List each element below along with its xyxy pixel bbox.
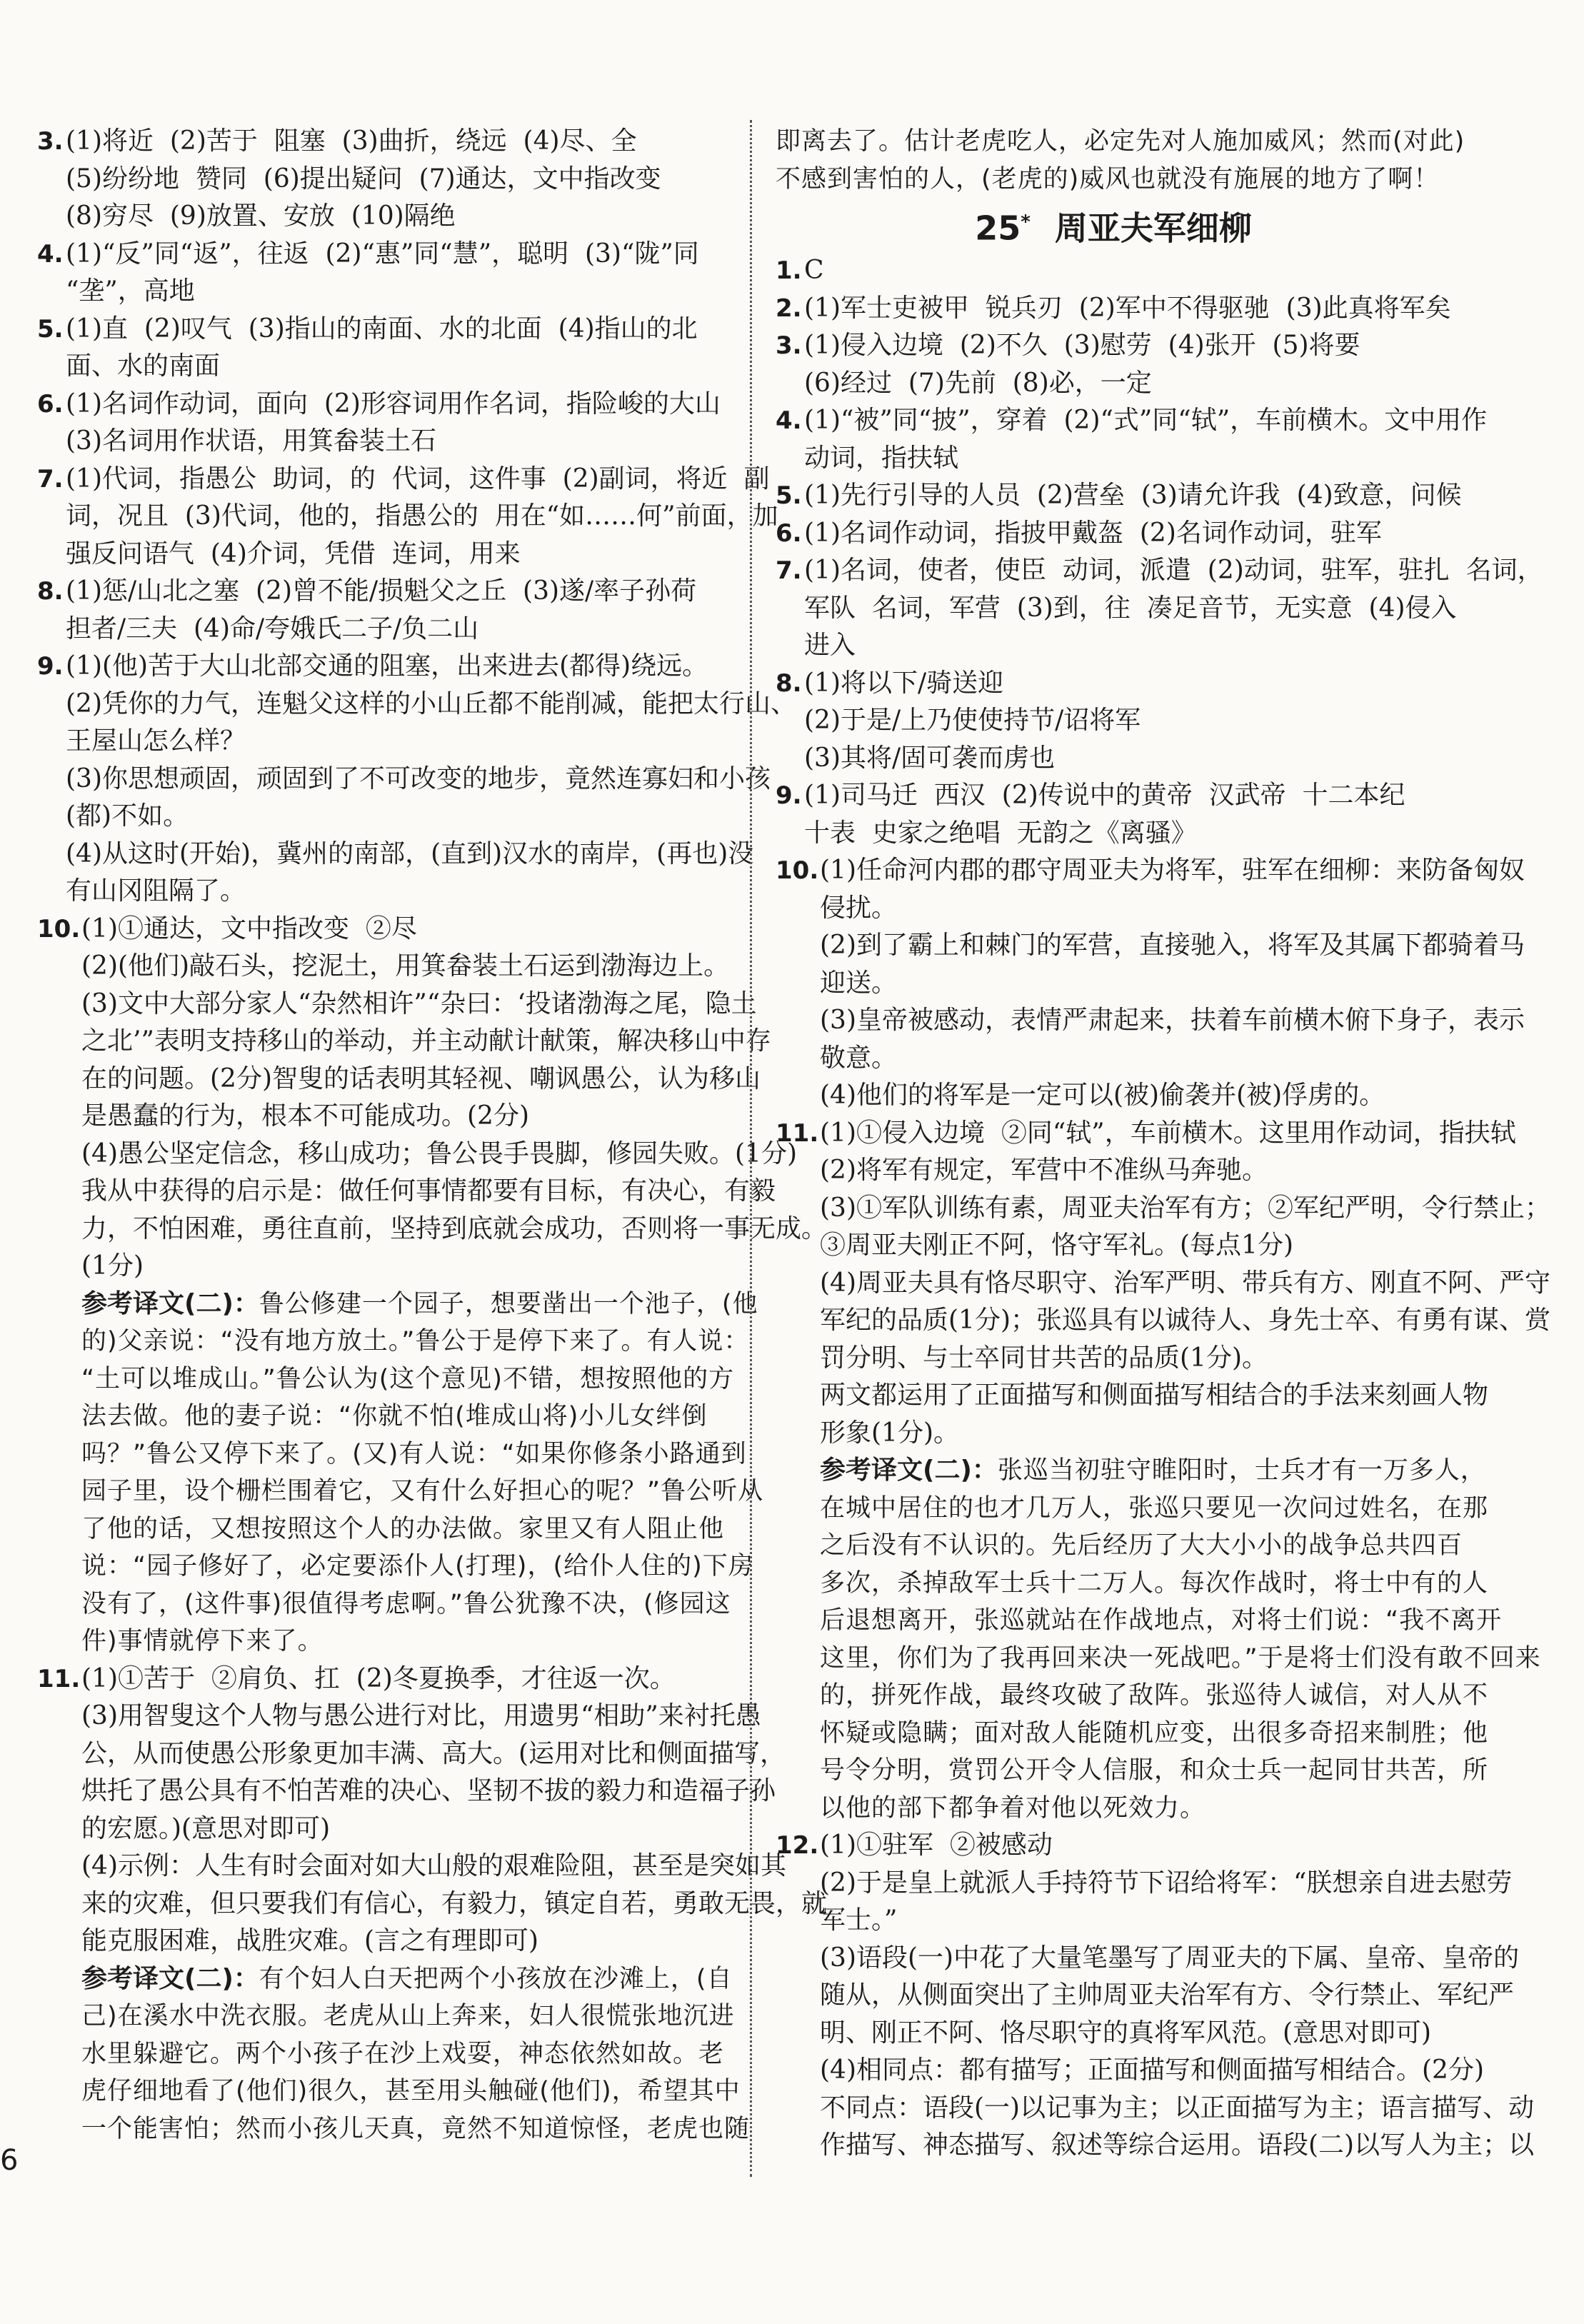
answer-line: 吗？”鲁公又停下来了。(又)有人说：“如果你修条小路通到 <box>81 1439 747 1468</box>
answer-line: (1)将近 (2)苦于 阻塞 (3)曲折，绕远 (4)尽、全 <box>66 126 637 156</box>
answer-line: (3)名词用作状语，用箕畚装土石 <box>66 426 436 456</box>
answer-line: (4)从这时(开始)，冀州的南部，(直到)汉水的南岸，(再也)没 <box>66 838 754 868</box>
right-answers <box>776 252 1550 2165</box>
question-number: 11. <box>37 1664 81 1693</box>
question-number: 7. <box>37 464 64 494</box>
answer-item <box>37 461 778 574</box>
reference-translation-label: 参考译文(二)： <box>81 1288 259 1318</box>
answer-line: 我从中获得的启示是：做任何事情都要有目标，有决心，有毅 <box>81 1176 776 1206</box>
answer-line: 在城中居住的也才几万人，张巡只要见一次问过姓名，在那 <box>820 1493 1489 1523</box>
answer-line: 形象(1分)。 <box>820 1418 959 1448</box>
answer-line: 这里，你们为了我再回来决一死战吧。”于是将士们没有敢不回来 <box>820 1643 1541 1673</box>
answer-line: (3)你思想顽固，顽固到了不可改变的地步，竟然连寡妇和小孩 <box>66 763 771 793</box>
answer-line: ③周亚夫刚正不阿，恪守军礼。(每点1分) <box>820 1231 1293 1261</box>
answer-line: (3)文中大部分家人“杂然相许”“杂曰：‘投诸渤海之尾，隐土 <box>81 988 757 1018</box>
answer-line: (5)纷纷地 赞同 (6)提出疑问 (7)通达，文中指改变 <box>66 164 661 194</box>
question-number: 8. <box>776 668 802 698</box>
answer-line: 动词，指扶轼 <box>804 443 959 473</box>
answer-line: (8)穷尽 (9)放置、安放 (10)隔绝 <box>66 201 456 231</box>
question-number: 11. <box>776 1118 819 1148</box>
answer-line: (3)①军队训练有素，周亚夫治军有方；②军纪严明，令行禁止； <box>820 1193 1550 1223</box>
answer-line: 军队 名词，军营 (3)到，往 凑足音节，无实意 (4)侵入 <box>804 593 1457 623</box>
answer-line: 怀疑或隐瞒；面对敌人能随机应变，出很多奇招来制胜；他 <box>820 1718 1489 1748</box>
answer-line: (4)周亚夫具有恪尽职守、治军严明、带兵有方、刚直不阿、严守 <box>820 1268 1550 1298</box>
answer-line: 的宏愿。)(意思对即可) <box>81 1813 331 1843</box>
answer-line: (4)愚公坚定信念，移山成功；鲁公畏手畏脚，修园失败。(1分) <box>81 1138 797 1168</box>
answer-line: 军纪的品质(1分)；张巡具有以诚待人、身先士卒、有勇有谋、赏 <box>820 1306 1550 1336</box>
answer-line: (2)凭你的力气，连魁父这样的小山丘都不能削减，能把太行山、 <box>66 688 796 718</box>
answer-line: 了他的话，又想按照这个人的办法做。家里又有人阻止他 <box>81 1514 725 1543</box>
answer-item <box>776 477 1462 515</box>
answer-item <box>776 777 1451 852</box>
answer-item <box>37 123 728 236</box>
answer-line: 己)在溪水中洗衣服。老虎从山上奔来，妇人很慌张地沉进 <box>81 2002 735 2030</box>
answer-item <box>776 327 1451 402</box>
answer-item <box>37 648 796 911</box>
answer-line: 随从，从侧面突出了主帅周亚夫治军有方、令行禁止、军纪严 <box>820 1980 1515 2010</box>
answer-line: (1)先行引导的人员 (2)营垒 (3)请允许我 (4)致意，问候 <box>804 481 1462 511</box>
answer-line: 园子里，设个栅栏围着它，又有什么好担心的呢？”鲁公听从 <box>81 1477 764 1506</box>
answer-line: (1)名词，使者，使臣 动词，派遣 (2)动词，驻军，驻扎 名词， <box>804 556 1543 586</box>
reference-translation-line <box>820 1452 1486 1490</box>
answer-item <box>776 290 1451 328</box>
column-divider <box>750 120 752 2177</box>
answer-line: 两文都运用了正面描写和侧面描写相结合的手法来刻画人物 <box>820 1381 1489 1411</box>
answer-line: 军士。” <box>820 1905 898 1935</box>
reference-translation-line <box>81 1286 758 1323</box>
answer-line: (3)用智叟这个人物与愚公进行对比，用遗男“相助”来衬托愚 <box>81 1701 761 1731</box>
answer-line: (2)将军有规定，军营中不准纵马奔驰。 <box>820 1156 1268 1186</box>
question-number: 3. <box>37 127 64 156</box>
translation-continuation <box>776 123 1465 198</box>
question-number: 4. <box>776 406 802 436</box>
question-number: 2. <box>776 294 802 323</box>
answer-item <box>37 911 828 1661</box>
answer-line: (1)任命河内郡的郡守周亚夫为将军，驻军在细柳：来防备匈奴 <box>820 856 1525 886</box>
answer-line: (3)皇帝被感动，表情严肃起来，扶着车前横木俯下身子，表示 <box>820 1006 1525 1036</box>
answer-item <box>776 552 1543 665</box>
answer-line: 是愚蠢的行为，根本不可能成功。(2分) <box>81 1101 529 1131</box>
answer-line: 水里躲避它。两个小孩子在沙上戏耍，神态依然如故。老 <box>81 2039 725 2068</box>
answer-line: (1)“被”同“披”，穿着 (2)“式”同“轼”，车前横木。文中用作 <box>804 406 1488 436</box>
answer-line: 以他的部下都争着对他以死效力。 <box>820 1793 1206 1823</box>
answer-line: 王屋山怎么样？ <box>66 726 246 756</box>
answer-line: 多次，杀掉敌军士兵十二万人。每次作战时，将士中有的人 <box>820 1568 1489 1598</box>
question-number: 1. <box>776 256 802 286</box>
reference-translation-label: 参考译文(二)： <box>820 1456 998 1486</box>
answer-line: (1)①苦于 ②肩负、扛 (2)冬夏换季，才往返一次。 <box>81 1663 676 1693</box>
question-number: 9. <box>776 781 802 811</box>
reference-translation-text: 鲁公修建一个园子，想要凿出一个池子，(他 <box>259 1289 758 1318</box>
question-number: 5. <box>776 481 802 511</box>
answer-line: 能克服困难，战胜灾难。(言之有理即可) <box>81 1926 539 1955</box>
answer-line: (1)司马迁 西汉 (2)传说中的黄帝 汉武帝 十二本纪 <box>804 781 1405 811</box>
answer-line: 敬意。 <box>820 1043 898 1073</box>
answer-line: (6)经过 (7)先前 (8)必，一定 <box>804 368 1152 398</box>
answer-line: (4)他们的将军是一定可以(被)偷袭并(被)俘虏的。 <box>820 1081 1385 1111</box>
answer-line: 之北’”表明支持移山的举动，并主动献计献策，解决移山中存 <box>81 1026 771 1056</box>
answer-line: 没有了，(这件事)很值得考虑啊。”鲁公犹豫不决，(修园这 <box>81 1589 731 1618</box>
answer-line: 公，从而使愚公形象更加丰满、高大。(运用对比和侧面描写， <box>81 1738 786 1768</box>
answer-line: 虎仔细地看了(他们)很久，甚至用头触碰(他们)，希望其中 <box>81 2077 741 2105</box>
answer-line: 一个能害怕；然而小孩儿天真，竟然不知道惊怪，老虎也随 <box>81 2114 751 2143</box>
answer-item <box>37 311 728 386</box>
answer-item <box>776 402 1488 477</box>
answer-line: (1)代词，指愚公 助词，的 代词，这件事 (2)副词，将近 副 <box>66 464 770 494</box>
answer-line: 力，不怕困难，勇往直前，坚持到底就会成功，否则将一事无成。 <box>81 1213 828 1243</box>
answer-line: (1)①侵入边境 ②同“轼”，车前横木。这里用作动词，指扶轼 <box>820 1118 1516 1148</box>
question-number: 7. <box>776 556 802 586</box>
answer-line: (2)到了霸上和棘门的军营，直接驰入，将军及其属下都骑着马 <box>820 931 1525 961</box>
lesson-number: 25 <box>975 209 1021 248</box>
answer-item <box>776 1115 1550 1828</box>
question-number: 4. <box>37 239 64 269</box>
answer-line: 明、刚正不阿、恪尽职守的真将军风范。(意思对即可) <box>820 2018 1432 2048</box>
question-number: 9. <box>37 652 64 681</box>
answer-line: 侵扰。 <box>820 893 898 923</box>
answer-line: (3)其将/固可袭而虏也 <box>804 743 1056 773</box>
lesson-title: 周亚夫军细柳 <box>1054 209 1252 248</box>
answer-line: 的，拼死作战，最终攻破了敌阵。张巡待人诚信，对人从不 <box>820 1681 1489 1711</box>
answer-line: 面、水的南面 <box>66 351 221 381</box>
lesson-mark: * <box>1021 211 1031 233</box>
question-number: 5. <box>37 314 64 344</box>
answer-line: 之后没有不认识的。先后经历了大大小小的战争总共四百 <box>820 1531 1463 1561</box>
question-number: 12. <box>776 1831 819 1860</box>
answer-item <box>776 515 1451 553</box>
answer-line: 烘托了愚公具有不怕苦难的决心、坚韧不拔的毅力和造福子孙 <box>81 1776 776 1805</box>
answer-line: 的)父亲说：“没有地方放土。”鲁公于是停下来了。有人说： <box>81 1327 750 1356</box>
answer-line: 词，况且 (3)代词，他的，指愚公的 用在“如……何”前面，加 <box>66 501 778 531</box>
answer-line: 说：“园子修好了，必定要添仆人(打理)，(给仆人住的)下房 <box>81 1552 754 1581</box>
answer-line: (3)语段(一)中花了大量笔墨写了周亚夫的下属、皇帝、皇帝的 <box>820 1943 1520 1973</box>
answer-line: (1)侵入边境 (2)不久 (3)慰劳 (4)张开 (5)将要 <box>804 331 1360 361</box>
answer-item <box>776 852 1525 1115</box>
answer-line: 十表 史家之绝唱 无韵之《离骚》 <box>804 818 1197 848</box>
answer-line: 罚分明、与士卒同甘共苦的品质(1分)。 <box>820 1343 1268 1373</box>
answer-item <box>776 665 1451 778</box>
lesson-heading <box>776 198 1451 252</box>
answer-line: (1)“反”同“返”，往返 (2)“惠”同“慧”，聪明 (3)“陇”同 <box>66 239 699 269</box>
right-column <box>776 123 1550 2165</box>
answer-line: 来的灾难，但只要我们有信心，有毅力，镇定自若，勇敢无畏，就 <box>81 1888 828 1918</box>
answer-line: 迎送。 <box>820 968 898 998</box>
question-number: 8. <box>37 577 64 606</box>
question-number: 6. <box>37 389 64 419</box>
reference-translation-line <box>81 1960 733 1998</box>
answer-line: (1)惩/山北之塞 (2)曾不能/损魁父之丘 (3)遂/率子孙荷 <box>66 576 697 606</box>
answer-line: 法去做。他的妻子说：“你就不怕(堆成山将)小儿女绊倒 <box>81 1402 708 1431</box>
reference-translation-text: 张巡当初驻守睢阳时，士兵才有一万多人， <box>997 1456 1486 1486</box>
answer-line: C <box>804 256 824 286</box>
question-number: 10. <box>776 856 819 886</box>
answer-line: (1)①驻军 ②被感动 <box>820 1830 1053 1860</box>
answer-line: 进入 <box>804 631 856 661</box>
answer-item <box>37 236 728 311</box>
reference-translation-text: 有个妇人白天把两个小孩放在沙滩上，(自 <box>259 1964 733 1993</box>
answer-line: (1分) <box>81 1251 144 1281</box>
answer-line: (1)军士吏被甲 锐兵刃 (2)军中不得驱驰 (3)此真将军矣 <box>804 293 1451 323</box>
answer-line: (1)直 (2)叹气 (3)指山的南面、水的北面 (4)指山的北 <box>66 314 698 344</box>
answer-line: (2)于是皇上就派人手持符节下诏给将军：“朕想亲自进去慰劳 <box>820 1868 1513 1898</box>
answer-line: (4)示例：人生有时会面对如大山般的艰难险阻，甚至是突如其 <box>81 1851 786 1880</box>
answer-line: (1)(他)苦于大山北部交通的阻塞，出来进去(都得)绕远。 <box>66 651 708 681</box>
answer-line: “垄”，高地 <box>66 276 195 306</box>
answer-line: (都)不如。 <box>66 801 189 831</box>
answer-item <box>776 252 1451 290</box>
answer-item <box>776 1827 1535 2165</box>
answer-item <box>37 386 728 461</box>
answer-line: 后退想离开，张巡就站在作战地点，对将士们说：“我不离开 <box>820 1606 1503 1636</box>
answer-line: (4)相同点：都有描写；正面描写和侧面描写相结合。(2分) <box>820 2055 1484 2085</box>
answer-line: (1)将以下/骑送迎 <box>804 668 1004 698</box>
answer-line: (2)于是/上乃使使持节/诏将军 <box>804 706 1141 736</box>
answer-item <box>37 573 728 648</box>
question-number: 10. <box>37 914 81 943</box>
answer-line: 强反问语气 (4)介词，凭借 连词，用来 <box>66 539 521 569</box>
answer-line: 不同点：语段(一)以记事为主；以正面描写为主；语言描写、动 <box>820 2093 1535 2123</box>
answer-line: 号令分明，赏罚公开令人信服，和众士兵一起同甘共苦，所 <box>820 1756 1489 1785</box>
answer-line: (1)名词作动词，指披甲戴盔 (2)名词作动词，驻军 <box>804 518 1382 548</box>
answer-line: 不感到害怕的人，(老虎的)威风也就没有施展的地方了啊！ <box>776 164 1440 194</box>
answer-line: 件)事情就停下来了。 <box>81 1627 324 1656</box>
answer-line: (1)名词作动词，面向 (2)形容词用作名词，指险峻的大山 <box>66 389 721 419</box>
answer-line: 在的问题。(2分)智叟的话表明其轻视、嘲讽愚公，认为移山 <box>81 1063 761 1093</box>
answer-line: 作描写、神态描写、叙述等综合运用。语段(二)以写人为主；以 <box>820 2130 1535 2160</box>
answer-line: 有山冈阻隔了。 <box>66 876 246 906</box>
answer-line: “土可以堆成山。”鲁公认为(这个意见)不错，想按照他的方 <box>81 1364 735 1393</box>
answer-line: (2)(他们)敲石头，挖泥土，用箕畚装土石运到渤海边上。 <box>81 951 730 981</box>
question-number: 3. <box>776 331 802 361</box>
page-number: 6 <box>0 2144 19 2177</box>
answer-line: 即离去了。估计老虎吃人，必定先对人施加威风；然而(对此) <box>776 127 1465 156</box>
question-number: 6. <box>776 519 802 548</box>
answer-line: (1)①通达，文中指改变 ②尽 <box>81 913 417 943</box>
reference-translation-label: 参考译文(二)： <box>81 1963 259 1993</box>
answer-line: 担者/三夫 (4)命/夸娥氏二子/负二山 <box>66 613 479 643</box>
